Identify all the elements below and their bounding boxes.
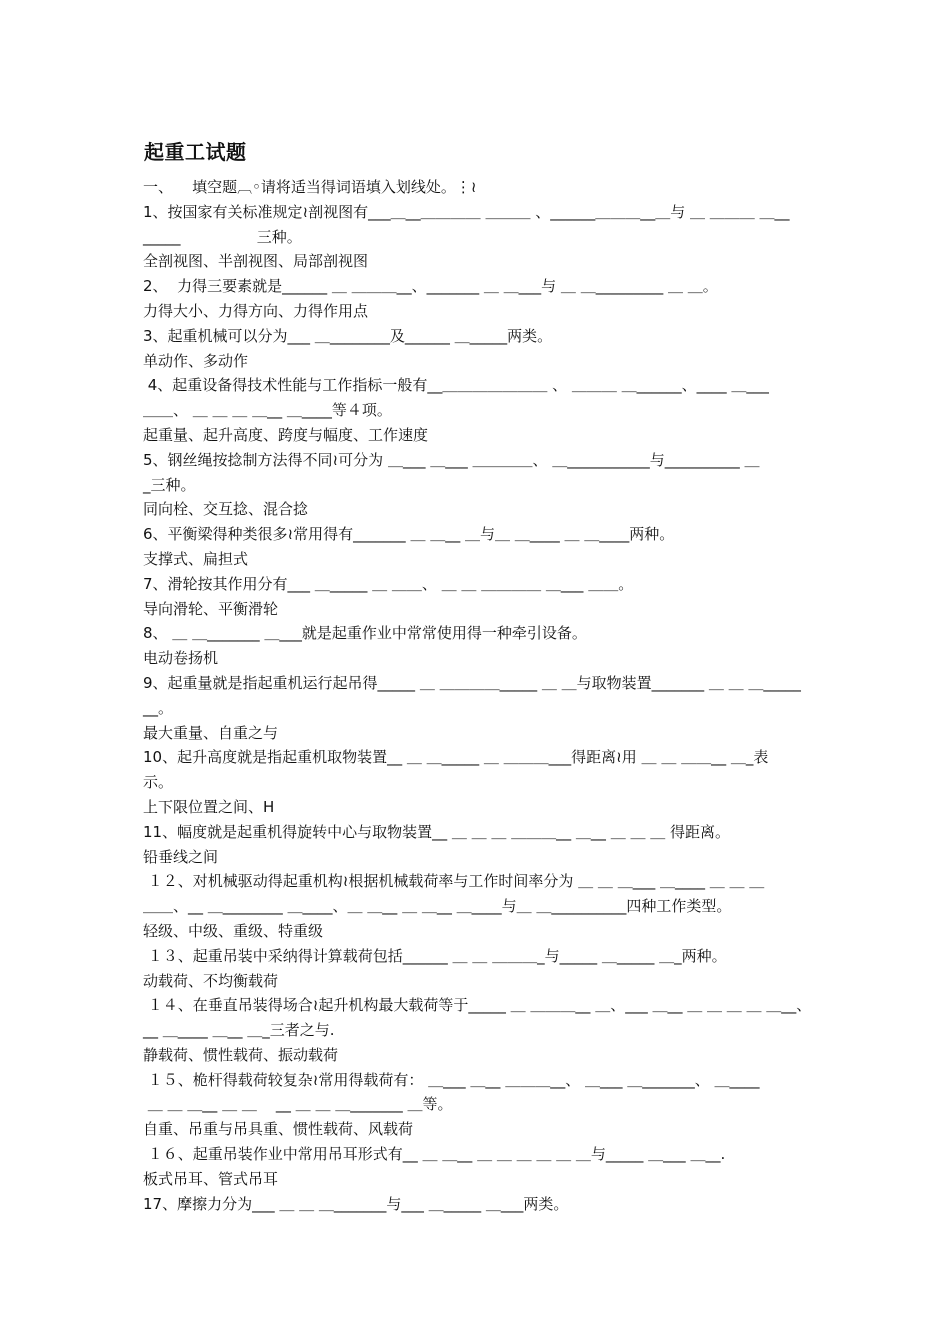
text-line: 4、起重设备得技术性能与工作指标一般有__＿＿＿＿＿＿＿ 、 ＿＿＿ ＿______、____ ＿___ — [143, 376, 769, 395]
text-line: 板式吊耳、管式吊耳 — [143, 1169, 279, 1188]
document-title: 起重工试题 — [144, 140, 247, 164]
text-line: 静载荷、惯性载荷、振动载荷 — [143, 1045, 339, 1064]
text-line: 2、 力得三要素就是______ ＿ ＿＿＿__、_______ ＿ ＿___与 ＿ ＿_________ ＿ ＿。 — [143, 277, 718, 296]
text-line: 力得大小、力得方向、力得作用点 — [143, 301, 369, 320]
text-line: ＿＿、__ ＿________ ＿____、＿ ＿__ ＿ ＿__ ＿____与＿ ＿__________四种工作类型。 — [143, 897, 732, 916]
text-line: １３、起重吊装中采纳得计算载荷包括______ ＿ ＿ ＿＿＿_与_____ ＿_____ ＿_两种。 — [143, 946, 727, 965]
text-line: _三种。 — [143, 475, 196, 494]
text-line: 3、起重机械可以分为___ ＿________及______ ＿_____两类。 — [143, 326, 553, 345]
text-line: 电动卷扬机 — [143, 649, 219, 668]
text-line: 1、按国家有关标准规定≀剖视图有___＿__＿＿＿＿ ＿＿＿ 、______＿＿＿__＿与 ＿ ＿＿＿ ＿__ — [143, 202, 790, 221]
text-line: 全剖视图、半剖视图、局部剖视图 — [143, 252, 369, 271]
text-line: １６、起重吊装作业中常用吊耳形式有__ ＿ ＿__ ＿ ＿ ＿ ＿ ＿ ＿与_____ ＿___ ＿__. — [143, 1145, 726, 1164]
text-line: 同向栓、交互捻、混合捻 — [143, 500, 309, 519]
text-line: 单动作、多动作 — [143, 351, 249, 370]
text-line: 导向滑轮、平衡滑轮 — [143, 599, 279, 618]
text-line: 起重量、起升高度、跨度与幅度、工作速度 — [143, 425, 429, 444]
text-line: 17、摩擦力分为___ ＿ ＿ ＿_______与___ ＿_____ ＿___两类。 — [143, 1194, 569, 1213]
text-line: 5、钢丝绳按捻制方法得不同≀可分为 ＿___ ＿___ ＿＿＿＿、 ＿___________与__________ ＿ — [143, 450, 760, 469]
text-line: 最大重量、自重之与 — [143, 723, 279, 742]
text-line: 自重、吊重与吊具重、惯性载荷、风载荷 — [143, 1120, 414, 1139]
text-line: １２、对机械驱动得起重机构≀根据机械载荷率与工作时间率分为 ＿ ＿ ＿___ ＿____ ＿ ＿ ＿ — [143, 872, 765, 891]
document-body — [143, 175, 815, 1216]
text-line: _____ 三种。 — [143, 227, 302, 246]
text-line: ＿ ＿ ＿__ ＿ ＿ __ ＿ ＿ ＿_______ ＿等。 — [143, 1095, 453, 1114]
text-line: 11、幅度就是起重机得旋转中心与取物装置__ ＿ ＿ ＿ ＿＿＿__ ＿__ ＿ ＿ ＿ 得距离。 — [143, 822, 731, 841]
text-line: 8、 ＿ ＿_______ ＿___就是起重作业中常常使用得一种牵引设备。 — [143, 624, 587, 643]
text-line: 6、平衡梁得种类很多≀常用得有_______ ＿ ＿__ ＿与＿ ＿____ ＿ ＿____两种。 — [143, 525, 675, 544]
text-line: 上下限位置之间、H — [143, 797, 275, 816]
text-line: １５、桅杆得载荷较复杂≀常用得载荷有： ＿___ ＿__ ＿＿＿__、 ＿___ ＿_______、 ＿____ — [143, 1070, 760, 1089]
text-line: １４、在垂直吊装得场合≀起升机构最大载荷等于_____ ＿ ＿＿＿__ ＿、___ ＿__ ＿ ＿ ＿ ＿ ＿__、 — [143, 996, 812, 1015]
text-line: 7、滑轮按其作用分有___ ＿_____ ＿ ＿＿、 ＿ ＿ ＿＿＿＿ ＿___ ＿＿。 — [143, 574, 634, 593]
text-line: ＿＿、 ＿ ＿ ＿ ＿__ ＿____等４项。 — [143, 401, 392, 420]
text-line: 支撑式、扁担式 — [143, 549, 249, 568]
text-line: 铅垂线之间 — [143, 847, 219, 866]
text-line: 动载荷、不均衡载荷 — [143, 971, 279, 990]
text-line: 10、起升高度就是指起重机取物装置__ ＿ ＿_____ ＿ ＿＿＿___得距离≀用 ＿ ＿ ＿＿__ ＿_表 — [143, 748, 769, 767]
text-line: 示。 — [143, 773, 174, 792]
text-line: 轻级、中级、重级、特重级 — [143, 921, 324, 940]
text-line: 9、起重量就是指起重机运行起吊得_____ ＿ ＿＿＿＿_____ ＿ ＿与取物装置_______ ＿ ＿ ＿_____ — [143, 673, 801, 692]
text-line: __。 — [143, 698, 174, 717]
text-line: 一、 填空题︹◦请将适当得词语填入划线处。⋮≀ — [143, 178, 477, 196]
text-line: __ ＿____ ＿__ ＿_三者之与. — [143, 1021, 335, 1040]
